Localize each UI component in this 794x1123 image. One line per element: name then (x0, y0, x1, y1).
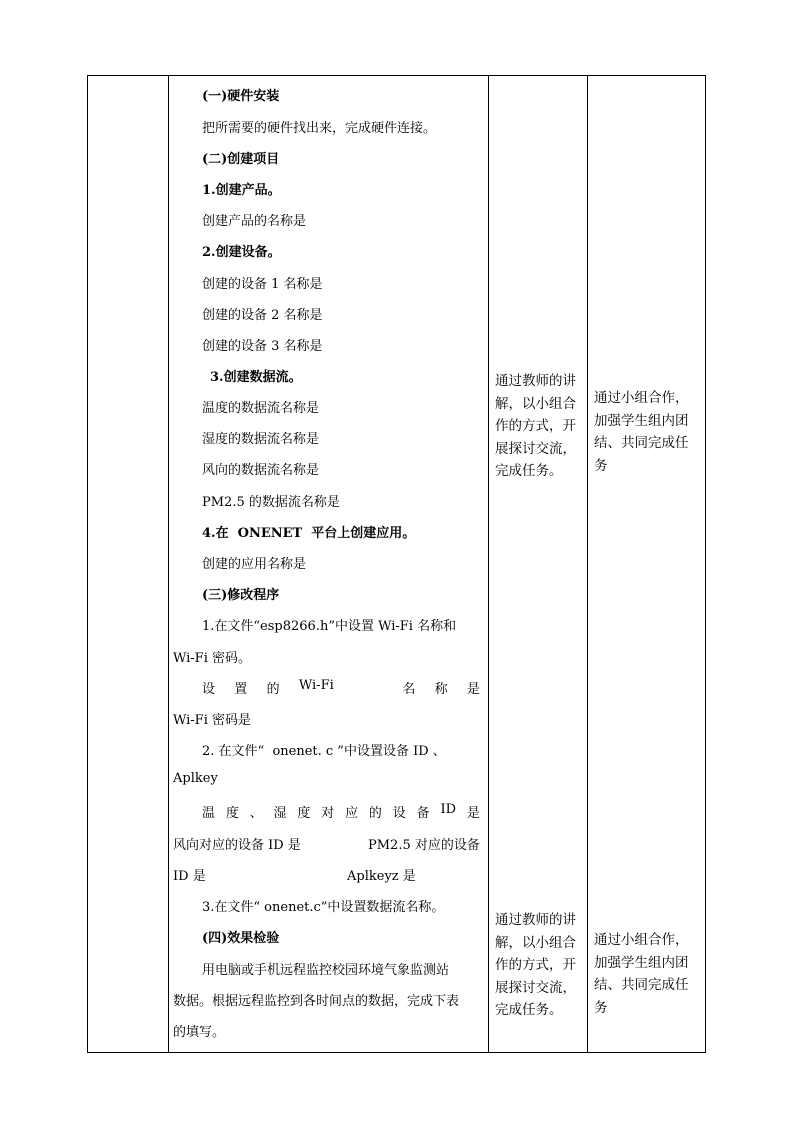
device-id-step-line: 2. 在文件“ onenet. c ”中设置设备 ID 、 (202, 744, 446, 759)
wifi-step-line-cont: Wi-Fi 密码。 (173, 651, 251, 666)
step-create-device: 2.创建设备。 (202, 245, 281, 260)
note-line: 务 (594, 999, 608, 1016)
wifi-name-line (202, 678, 480, 697)
note-line: 结、共同完成任 (594, 435, 689, 451)
wifi-password-line: Wi-Fi 密码是 (173, 713, 251, 728)
text-fragment: 称 (434, 682, 448, 697)
text-fragment: 名 (402, 682, 416, 697)
note-line: 通过小组合作， (594, 390, 689, 406)
text-fragment: 应 (345, 806, 359, 821)
datastream-step-line: 3.在文件“ onenet.c”中设置数据流名称。 (202, 900, 445, 915)
section-heading-verify: (四)效果检验 (202, 931, 280, 946)
note-line: 解，以小组合 (495, 395, 576, 412)
column-divider (488, 76, 489, 1052)
note-line: 作的方式，开 (495, 957, 576, 973)
note-line: 加强学生组内团 (594, 412, 689, 429)
app-name-line: 创建的应用名称是 (202, 557, 307, 572)
lesson-table (87, 75, 706, 1053)
text-fragment: 、 (249, 806, 263, 821)
text-fragment: 温 (202, 806, 216, 821)
note-line: 通过教师的讲 (495, 912, 576, 928)
device-3-name-line: 创建的设备 3 名称是 (202, 339, 323, 354)
step-create-datastream: 3.创建数据流。 (210, 370, 302, 385)
wifi-step-line: 1.在文件“esp8266.h”中设置 Wi-Fi 名称和 (202, 619, 457, 634)
text-fragment: 是 (466, 806, 480, 821)
hardware-instruction: 把所需要的硬件找出来，完成硬件连接。 (202, 121, 437, 136)
note-line: 完成任务。 (495, 463, 563, 479)
text-fragment: 设 (202, 682, 216, 697)
verify-text-line: 数据。根据远程监控到各时间点的数据，完成下表 (173, 994, 460, 1009)
note-line: 加强学生组内团 (594, 954, 689, 971)
wind-device-line: 风向对应的设备 ID 是 (173, 838, 301, 853)
column-divider (168, 76, 169, 1052)
note-line: 解，以小组合 (495, 934, 576, 951)
teacher-activity-note (495, 370, 583, 483)
text-fragment: 湿 (273, 806, 287, 821)
step-create-product: 1.创建产品。 (202, 183, 281, 198)
text-fragment: 是 (466, 682, 480, 697)
section-heading-create-project: (二)创建项目 (202, 152, 280, 167)
note-line: 展探讨交流， (495, 440, 576, 457)
section-heading-hardware: (一)硬件安装 (202, 89, 280, 104)
apikey-line: Aplkeyz 是 (347, 869, 416, 884)
text-fragment: 对 (321, 806, 335, 821)
note-line: 展探讨交流， (495, 979, 576, 996)
verify-text-line: 用电脑或手机远程监控校园环境气象监测站 (202, 963, 450, 978)
text-fragment: 备 (416, 806, 430, 821)
text-fragment: 置 (234, 682, 248, 697)
step-create-app: 4.在 ONENET 平台上创建应用。 (202, 526, 416, 541)
device-1-name-line: 创建的设备 1 名称是 (202, 277, 323, 292)
verify-text-line: 的填写。 (173, 1025, 226, 1040)
teacher-activity-note (495, 909, 583, 1022)
temp-humidity-device-line (202, 802, 480, 821)
design-intent-note (594, 387, 702, 477)
temperature-stream-line: 温度的数据流名称是 (202, 401, 320, 416)
column-divider (587, 76, 588, 1052)
text-fragment: 的 (266, 682, 280, 697)
note-line: 务 (594, 457, 608, 474)
id-is-line: ID 是 (173, 869, 206, 884)
pm25-stream-line: PM2.5 的数据流名称是 (202, 495, 340, 510)
text-fragment: 设 (392, 806, 406, 821)
note-line: 作的方式，开 (495, 418, 576, 434)
note-line: 通过小组合作， (594, 932, 689, 948)
text-fragment: 的 (368, 806, 382, 821)
text-fragment: 度 (297, 806, 311, 821)
device-id-step-line-cont: Aplkey (173, 771, 218, 786)
device-2-name-line: 创建的设备 2 名称是 (202, 308, 323, 323)
text-fragment: 度 (225, 806, 239, 821)
pm25-device-line: PM2.5 对应的设备 (368, 838, 480, 853)
text-fragment: ID (440, 802, 456, 817)
section-heading-modify-program: (三)修改程序 (202, 588, 280, 603)
humidity-stream-line: 湿度的数据流名称是 (202, 432, 320, 447)
note-line: 完成任务。 (495, 1002, 563, 1018)
text-fragment: Wi-Fi (298, 678, 334, 693)
note-line: 结、共同完成任 (594, 977, 689, 993)
note-line: 通过教师的讲 (495, 373, 576, 389)
product-name-line: 创建产品的名称是 (202, 214, 307, 229)
wind-stream-line: 风向的数据流名称是 (202, 463, 320, 478)
design-intent-note (594, 929, 702, 1019)
